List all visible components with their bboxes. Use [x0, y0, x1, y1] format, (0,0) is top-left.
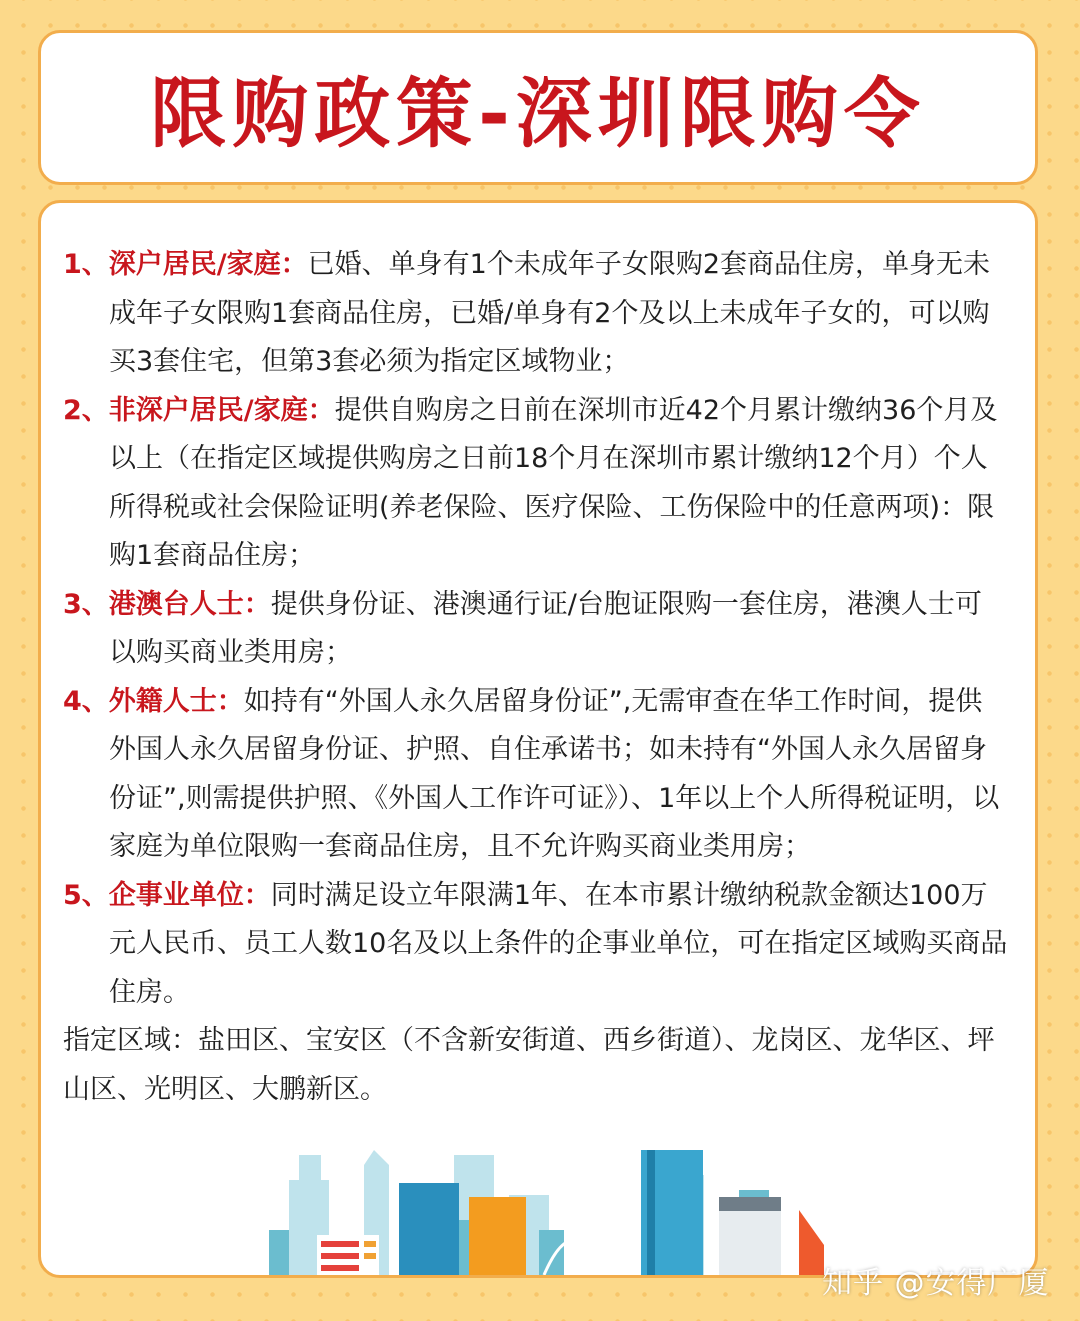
policy-item [63, 872, 1008, 1018]
content-card [38, 200, 1038, 1278]
policy-item [63, 678, 1008, 872]
policy-label: 5、企事业单位： [63, 879, 271, 911]
policy-text: 提供身份证、港澳通行证/台胞证限购一套住房，港澳人士可以购买商业类用房； [109, 588, 982, 668]
policy-label: 4、外籍人士： [63, 685, 244, 717]
page-title: 限购政策-深圳限购令 [150, 69, 926, 158]
designated-areas-note: 指定区域：盐田区、宝安区（不含新安街道、西乡街道）、龙岗区、龙华区、坪山区、光明区、大鹏新区。 [63, 1025, 995, 1105]
policy-text: 如持有“外国人永久居留身份证”,无需审查在华工作时间，提供外国人永久居留身份证、护照、自住承诺书；如未持有“外国人永久居留身份证”,则需提供护照、《外国人工作许可证》）、1年以上个人所得税证明，以家庭为单位限购一套商品住房，且不允许购买商业类用房； [109, 685, 1000, 862]
watermark: 知乎 @安得广厦 [822, 1266, 1050, 1301]
title-card [38, 30, 1038, 185]
policy-text: 同时满足设立年限满1年、在本市累计缴纳税款金额达100万元人民币、员工人数10名及以上条件的企事业单位，可在指定区域购买商品住房。 [109, 879, 1008, 1008]
policy-label: 1、深户居民/家庭： [63, 249, 308, 280]
city-skyline-illustration [269, 1135, 869, 1275]
policy-text: 已婚、单身有1个未成年子女限购2套商品住房，单身无未成年子女限购1套商品住房，已婚/单身有2个及以上未成年子女的，可以购买3套住宅，但第3套必须为指定区域物业； [109, 249, 991, 377]
policy-label: 2、非深户居民/家庭： [63, 394, 335, 426]
policy-item [63, 241, 1008, 387]
policy-text: 提供自购房之日前在深圳市近42个月累计缴纳36个月及以上（在指定区域提供购房之日前18个月在深圳市累计缴纳12个月）个人所得税或社会保险证明(养老保险、医疗保险、工伤保险中的任意两项)：限购1套商品住房； [109, 394, 998, 571]
policy-item [63, 581, 1008, 678]
policy-item [63, 387, 1008, 581]
policy-list [63, 241, 1008, 1114]
policy-label: 3、港澳台人士： [63, 588, 271, 620]
